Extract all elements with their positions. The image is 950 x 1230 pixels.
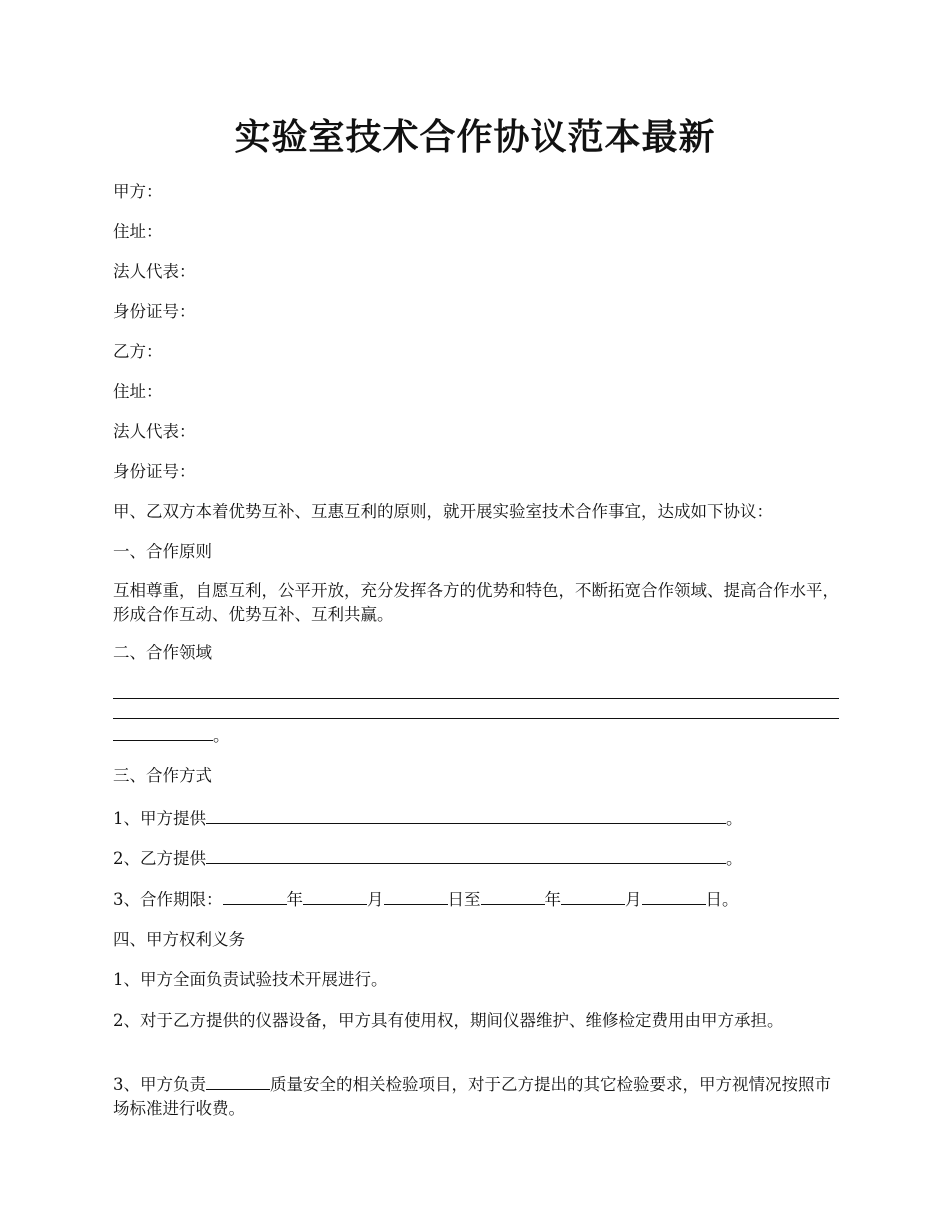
section-3-heading: 三、合作方式 [113, 766, 212, 785]
item-3-suffix: 质量安全的相关检验项目，对于乙方提出的其它检验要求，甲方视情况按照市场标准进行收费。 [113, 1075, 831, 1118]
document-title: 实验室技术合作协议范本最新 [234, 116, 716, 158]
preamble: 甲、乙双方本着优势互补、互惠互利的原则，就开展实验室技术合作事宜，达成如下协议： [113, 502, 773, 521]
fill-in-blank[interactable] [303, 886, 367, 905]
fill-in-line[interactable] [113, 698, 839, 699]
section-4-item-1: 1、甲方全面负责试验技术开展进行。 [113, 970, 388, 989]
party-b-legal-rep-label: 法人代表： [113, 422, 196, 441]
fill-in-blank[interactable] [113, 722, 213, 741]
fill-in-blank[interactable] [206, 805, 726, 824]
section-4-item-3 [113, 1071, 841, 1121]
fill-in-blank[interactable] [481, 886, 545, 905]
section-3-item-2 [113, 845, 843, 871]
section-4-item-2: 2、对于乙方提供的仪器设备，甲方具有使用权，期间仪器维护、维修检定费用由甲方承担。 [113, 1011, 784, 1030]
fill-in-blank[interactable] [384, 886, 448, 905]
fill-in-blank[interactable] [223, 886, 287, 905]
party-a-id-label: 身份证号： [113, 302, 196, 321]
date-year-label: 年 [286, 890, 303, 909]
date-day-end-label: 日。 [705, 890, 739, 909]
item-3-prefix: 3、甲方负责 [113, 1075, 206, 1094]
date-month-label: 月 [625, 890, 642, 909]
party-b-address-label: 住址： [113, 382, 163, 401]
section-3-item-1 [113, 805, 843, 831]
date-year-label: 年 [544, 890, 561, 909]
fill-in-blank[interactable] [561, 886, 625, 905]
section-1-body: 互相尊重，自愿互利，公平开放，充分发挥各方的优势和特色，不断拓宽合作领域、提高合作水平，形成合作互动、优势互补、互利共赢。 [113, 581, 839, 624]
fill-in-line[interactable] [113, 718, 839, 719]
fill-in-blank[interactable] [642, 886, 706, 905]
fill-in-blank[interactable] [206, 845, 726, 864]
item-2-prefix: 2、乙方提供 [113, 849, 206, 868]
section-2-end-mark: 。 [213, 726, 230, 745]
item-1-prefix: 1、甲方提供 [113, 809, 206, 828]
section-1-heading: 一、合作原则 [113, 542, 212, 561]
date-month-label: 月 [367, 890, 384, 909]
date-day-to-label: 日至 [447, 890, 481, 909]
item-2-suffix: 。 [726, 849, 743, 868]
party-a-address-label: 住址： [113, 222, 163, 241]
party-a-name-label: 甲方： [113, 182, 163, 201]
section-2-heading: 二、合作领域 [113, 643, 212, 662]
section-4-heading: 四、甲方权利义务 [113, 930, 245, 949]
section-2-fill-end [113, 722, 843, 748]
section-3-item-3 [113, 886, 843, 912]
fill-in-blank[interactable] [206, 1071, 270, 1090]
party-a-legal-rep-label: 法人代表： [113, 262, 196, 281]
item-3-prefix: 3、合作期限： [113, 890, 223, 909]
party-b-name-label: 乙方： [113, 342, 163, 361]
item-1-suffix: 。 [726, 809, 743, 828]
party-b-id-label: 身份证号： [113, 462, 196, 481]
